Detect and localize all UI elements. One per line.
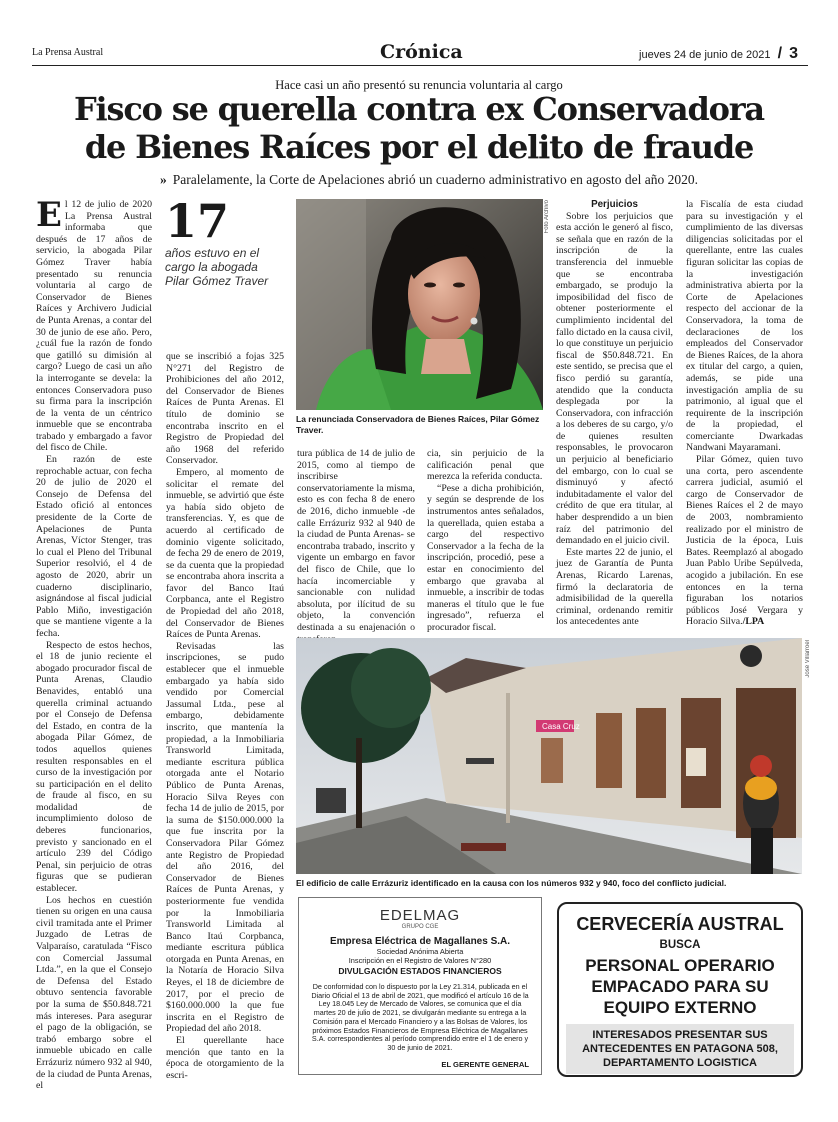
article-paragraph: En razón de este reprochable actuar, con fecha 20 de julio de 2020 el Consejo de Defensa del Estado ofició al entonces presidente de la Corte de Apelaciones de Punta Arenas, Víctor Stenger, tras lo cual el Pleno del Tribunal Superior resolvió, el 4 de agosto de 2020, abrir un cuaderno disciplinario, asignándose al fiscal judicial Pablo Miño, investigación que se mantiene vigente a la fecha. bbox=[36, 454, 152, 639]
ad-body: De conformidad con lo dispuesto por la Ley 21.314, publicada en el Diario Oficial el 13 de abril de 2021, que modificó el artículo 16 de la Ley 18.045 Ley de Mercado de Valores, se comunica que el día martes 20 de julio de 2021, se divulgarán mediante su entrega a la Comisión para el Mercado Financiero y a las Bolsas de Valores, los próximos Estados Financieros de Empresa Eléctrica de Magallanes S.A. correspondientes al período comprendido entre el 1 de enero y 30 de junio de 2021. bbox=[311, 982, 529, 1052]
article-paragraph: cia, sin perjuicio de la calificación penal que merezca la referida conducta. bbox=[427, 448, 544, 483]
ad-verb: BUSCA bbox=[659, 939, 701, 951]
edelmag-group: GRUPO CGE bbox=[401, 924, 439, 930]
article-paragraph: El querellante hace mención que tanto en la época de otorgamiento de la escri- bbox=[166, 1035, 284, 1081]
article-column-4 bbox=[427, 448, 544, 634]
article-paragraph: Respecto de estos hechos, el 18 de junio reciente el abogado procurador fiscal de Punta Arenas, Claudio Benavides, entabló una querella criminal actuando por el Consejo de Defensa del Estado, en contra de la abogada Pilar Gómez, de todos aquellos quienes resulten responsables en el curso de la investigación por su participación en el delito de fraude al fisco, en su modalidad de incumplimiento doloso de deberes funcionarios, previsto y sancionado en el artículo 239 del Código Penal, sin perjuicio de otras figuras que se pudieran establecer. bbox=[36, 639, 152, 895]
photo-credit: Foto Archivo bbox=[544, 200, 550, 234]
cerveceria-ad bbox=[557, 902, 803, 1077]
ad-company-type: Sociedad Anónima Abierta bbox=[376, 947, 464, 956]
article-column-2 bbox=[166, 351, 284, 1081]
article-paragraph: que se inscribió a fojas 325 N°271 del Registro de Prohibiciones del año 2012, del Conservador de Bienes Raíces de Punta Arenas. El título de dominio se encontraba inscrito en el Registro de Propiedad del año 1968 del referido Conservador. bbox=[166, 351, 284, 467]
edelmag-ad bbox=[298, 897, 542, 1075]
headline-line-2: de Bienes Raíces por el delito de fraude bbox=[84, 128, 754, 166]
article-paragraph: tura pública de 14 de julio de 2015, como al tiempo de inscribirse conservatoriamente la misma, esto es con fecha 8 de enero de 2016, dicho inmueble -de calle Errázuriz 932 al 940 de la ciudad de Punta Arenas- se encontraba trabado, inscrito y vigente un embargo en favor del fisco de Chile, que lo hacía incomerciable y sancionable con nulidad absoluta, por ilícitud de su objeto, la convención destinada a su enajenación o bbox=[297, 448, 415, 633]
paragraph-text: l 12 de julio de 2020 La Prensa Austral informaba que después de 17 años de servicio, la abogada Pilar Gómez Traver había presentado su renuncia voluntaria al cargo de Conservador de Bienes Raíces y Archivero Judicial de Punta Arenas, a contar del 30 de junio de ese año. Pero, ¿cuál fue la razón de fondo que gatilló su dimisión al cargo? Luego de casi un año la interrogante se devela: la entonces Conservadora puso su firma para la inscripción de la venta de un céntrico inmueble que se encontraba trabado y embargado a favor del fisco de Chile. bbox=[36, 199, 152, 454]
ad-position: PERSONAL OPERARIO EMPACADO PARA SU EQUIPO EXTERNO bbox=[585, 956, 775, 1017]
article-headline bbox=[20, 90, 818, 166]
street-image bbox=[296, 638, 802, 874]
page-separator: / bbox=[777, 45, 783, 62]
storefront-sign: Casa Cruz bbox=[542, 722, 580, 731]
page-date bbox=[639, 45, 798, 63]
subhead-text: Paralelamente, la Corte de Apelaciones abrió un cuaderno administrativo en agosto del año 2020. bbox=[172, 172, 698, 187]
article-paragraph bbox=[686, 454, 803, 628]
article-paragraph: Este martes 22 de junio, el juez de Garantía de Punta Arenas, Ricardo Larenas, firmó la declaratoria de admisibilidad de la querella criminal, ordenando remitir los antecedentes ante bbox=[556, 546, 673, 628]
header-divider bbox=[32, 65, 808, 66]
article-paragraph: la Fiscalía de esta ciudad para su investigación y el cumplimiento de las diversas diligencias solicitadas por el querellante, entre las cuales figuran solicitar las copias de la investigación administrativa abierta por la Corte de Apelaciones respecto del accionar de la Conservadora, la toma de declaraciones de los empleados del Conservador de Bienes Raíces, de la ahora ex titular del cargo, a quien, además, se pide una investigación amplia de su patrimonio, al igual que el requirente de la inscripción de la propiedad, el comerciante Dwarkadas Nandwani Mayaramani. bbox=[686, 199, 803, 454]
ad-registry: Inscripción en el Registro de Valores N°280 bbox=[348, 956, 492, 965]
article-kicker: Hace casi un año presentó su renuncia voluntaria al cargo bbox=[275, 78, 563, 92]
newspaper-name: La Prensa Austral bbox=[32, 47, 104, 58]
article-paragraph bbox=[36, 195, 152, 454]
article-signoff: /LPA bbox=[742, 616, 765, 628]
article-column-1 bbox=[36, 195, 152, 1092]
drop-cap: E bbox=[36, 195, 62, 235]
photo-caption: La renunciada Conservadora de Bienes Raíces, Pilar Gómez Traver. bbox=[296, 414, 540, 435]
article-paragraph: “Pese a dicha prohibición, y según se desprende de los instrumentos antes señalados, la querellada, quien estaba a cargo del respectivo Conservador a la fecha de la inscripción, procedió, pese a estar en conocimiento del embargo que gravaba al inmueble, a inscribir de todas maneras el título que le fue ingresado”, refuerza el procurador fiscal. bbox=[427, 482, 544, 633]
article-column-5 bbox=[556, 199, 673, 628]
stat-number: 17 bbox=[165, 194, 230, 248]
photo-caption: El edificio de calle Errázuriz identificado en la causa con los números 932 y 940, foco del conflicto judicial. bbox=[296, 878, 727, 888]
double-chevron-icon: » bbox=[160, 172, 167, 187]
section-subheading: Perjuicios bbox=[591, 199, 638, 210]
article-paragraph: Empero, al momento de solicitar el remate del inmueble, se advirtió que éste ya había sido objeto de transferencias. Y, es que de acuerdo al certificado de dominio vigente solicitado, de fecha 29 de enero de 2019, se da cuenta que la propiedad se encontraba ahora inscrita a favor del Banco Itaú Corpbanca, ante el Registro de Propiedad del año 2018, del Conservador de Bienes Raíces de Punta Arenas. bbox=[166, 466, 284, 641]
edelmag-logo: EDELMAG bbox=[379, 907, 461, 924]
ad-signature: EL GERENTE GENERAL bbox=[441, 1059, 529, 1069]
article-paragraph: Sobre los perjuicios que esta acción le generó al fisco, se señala que en razón de la inscripción de la transferencia del inmueble que se encontraba embargado, se produjo la imposibilidad del fisco de obtener posteriormente el cumplimiento incidental del fallo dictado en la causa civil, lo que constituye un perjuicio fiscal de $50.848.721. En este sentido, se precisa que el fisco perdió su garantía, atendido que la conducta desplegada por la Conservadora, con infracción a los deberes de su cargo, y/o de quienes resulten responsables, le provocaron un perjuicio al beneficiario del embargo, con lo cual se disminuyó y afectó indubitadamente el valor del crédito de que era titular, al haber desprendido a un bien raíz del patrimonio del demandado en el juicio civil. bbox=[556, 210, 673, 547]
portrait-image bbox=[296, 199, 543, 410]
ad-instructions: INTERESADOS PRESENTAR SUS ANTECEDENTES EN PATAGONA 508, DEPARTAMENTO LOGISTICA bbox=[566, 1024, 794, 1074]
ad-title: DIVULGACIÓN ESTADOS FINANCIEROS bbox=[338, 966, 502, 976]
headline-line-1: Fisco se querella contra ex Conservadora bbox=[74, 90, 764, 128]
page-number: 3 bbox=[789, 45, 798, 62]
stat-caption: años estuvo en el cargo la abogada Pilar Gómez Traver bbox=[165, 246, 269, 288]
ad-company-name: Empresa Eléctrica de Magallanes S.A. bbox=[329, 936, 511, 947]
article-subhead bbox=[160, 172, 800, 188]
article-column-3 bbox=[297, 448, 415, 645]
paragraph-text: Pilar Gómez, quien tuvo una corta, pero ascendente carrera judicial, asumió el cargo de Conservador de Bienes Raíces el 2 de mayo de 2003, nombramiento realizado por el ministro de Justicia de la época, Luis Bates. Reemplazó al abogado Juan Pablo Uribe Sepúlveda, acogido a jubilación. En ese entonces en la terna figuraban los notarios públicos José Vergara y Horacio Silva. bbox=[686, 454, 803, 628]
photo-credit: José Villarroel bbox=[805, 640, 811, 678]
portrait-photo bbox=[296, 199, 543, 410]
article-column-6 bbox=[686, 199, 803, 628]
building-photo bbox=[296, 638, 802, 874]
date-text: jueves 24 de junio de 2021 bbox=[639, 49, 771, 61]
article-paragraph: Los hechos en cuestión tienen su origen en una causa civil tramitada ante el Primer Juzgado de Letras de Valparaíso, caratulada “Fisco con Comercial Jassumal Ltda.”, en la que el Consejo de Defensa del Estado obtuvo sentencia favorable por la suma de $50.848.721 más intereses. Para asegurar el pago de la obligación, se trabó embargo sobre el inmueble ubicado en calle Errázuriz número 932 al 940, de la ciudad de Punta Arenas, el bbox=[36, 894, 152, 1092]
article-paragraph: Revisadas las inscripciones, se pudo establecer que el inmueble embargado ya había sido vendido por Comercial Jassumal Ltda., pese al embargo, debidamente inscrito, que mantenía la propiedad, a la Inmobiliaria Transworld Limitada, mediante escritura pública otorgada ante el Notario Público de Punta Arenas, Horacio Silva Reyes con fecha 14 de julio de 2015, por la suma de $150.000.000 la que fue inscrita por la Conservadora Pilar Gómez ante Registro de Propiedad del año 2016, del Conservador de Bienes Raíces de Punta Arenas, y posteriormente fue vendida por la Inmobiliaria Transworld Limitada al Banco Itaú Corpbanca, mediante escritura pública otorgada en Punta Arenas, en la Notaría de Horacio Silva Reyes, el 18 de diciembre de 2017, por el precio de $160.000.000 la que fue inscrita en el Registro de Propiedad del año 2018. bbox=[166, 640, 284, 1035]
section-title: Crónica bbox=[380, 41, 463, 63]
ad-company: CERVECERÍA AUSTRAL bbox=[576, 914, 784, 934]
